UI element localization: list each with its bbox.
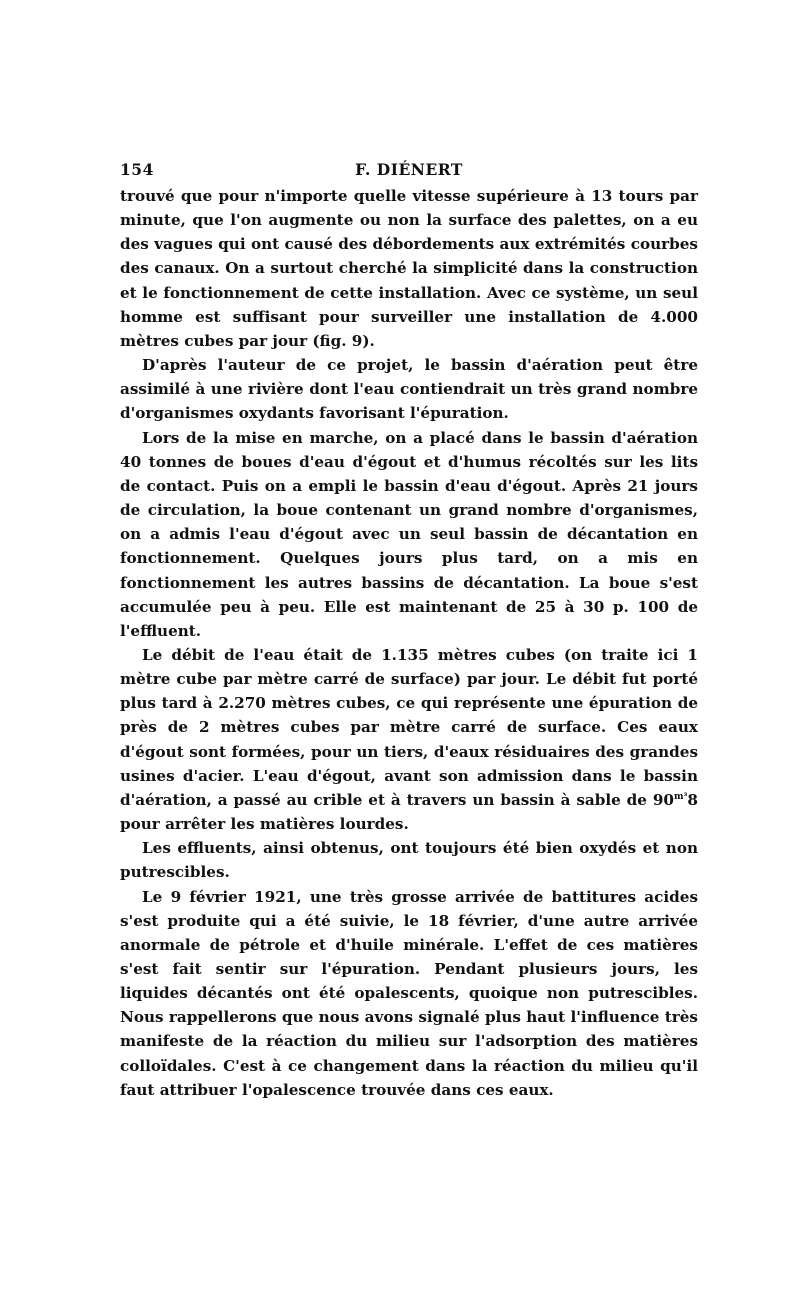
paragraph: trouvé que pour n'importe quelle vitesse supérieure à 13 tours par minute, que l'on augmente ou non la surface des palettes, on a eu des vagues qui ont causé des débordements aux extrémités courbes des canaux. On a surtout cherché la simplicité dans la construction et le fonctionnement de cette installation. Avec ce système, un seul homme est suffisant pour surveiller une installation de 4.000 mètres cubes par jour (fig. 9). — [120, 187, 698, 350]
paragraph-text: Le débit de l'eau était de 1.135 mètres cubes (on traite ici 1 mètre cube par mètre carré de surface) par jour. Le débit fut porté plus tard à 2.270 mètres cubes, ce qui représente une épuration de près de 2 mètres cubes par mètre carré de surface. Ces eaux d'égout sont formées, pour un tiers, d'eaux résiduaires des grandes usines d'acier. L'eau d'égout, avant son admission dans le bassin d'aération, a passé au crible et à travers un bassin à sable de 90 — [120, 645, 698, 809]
unit-superscript: m³ — [673, 791, 688, 802]
paragraph: D'après l'auteur de ce projet, le bassin d'aération peut être assimilé à une rivière dont l'eau contiendrait un très grand nombre d'organismes oxydants favorisant l'épuration. — [120, 356, 698, 423]
running-head — [120, 158, 698, 184]
paragraph: Le 9 février 1921, une très grosse arrivée de battitures acides s'est produite qui a été suivie, le 18 février, d'une autre arrivée anormale de pétrole et d'huile minérale. L'effet de ces matières s'est fait sentir sur l'épuration. Pendant plusieurs jours, les liquides décantés ont été opalescents, quoique non putrescibles. Nous rappellerons que nous avons signalé plus haut l'influence très manifeste de la réaction du milieu sur l'adsorption des matières colloïdales. C'est à ce changement dans la réaction du milieu qu'il faut attribuer l'opalescence trouvée dans ces eaux. — [120, 887, 698, 1099]
paragraph-with-unit — [120, 643, 698, 836]
book-page — [120, 158, 698, 1102]
paragraph: Lors de la mise en marche, on a placé dans le bassin d'aération 40 tonnes de boues d'eau d'égout et d'humus récoltés sur les lits de contact. Puis on a empli le bassin d'eau d'égout. Après 21 jours de circulation, la boue contenant un grand nombre d'organismes, on a admis l'eau d'égout avec un seul bassin de décantation en fonctionnement. Quelques jours plus tard, on a mis en fonctionnement les autres bassins de décantation. La boue s'est accumulée peu à peu. Elle est maintenant de 25 à 30 p. 100 de l'effluent. — [120, 428, 698, 640]
running-head-author: F. DIÉNERT — [355, 160, 463, 179]
paragraph: Les effluents, ainsi obtenus, ont toujours été bien oxydés et non putrescibles. — [120, 839, 698, 882]
page-number: 154 — [120, 160, 154, 179]
body-text — [120, 184, 698, 1102]
paragraph-text-tail: 8 pour arrêter les matières lourdes. — [120, 790, 698, 834]
